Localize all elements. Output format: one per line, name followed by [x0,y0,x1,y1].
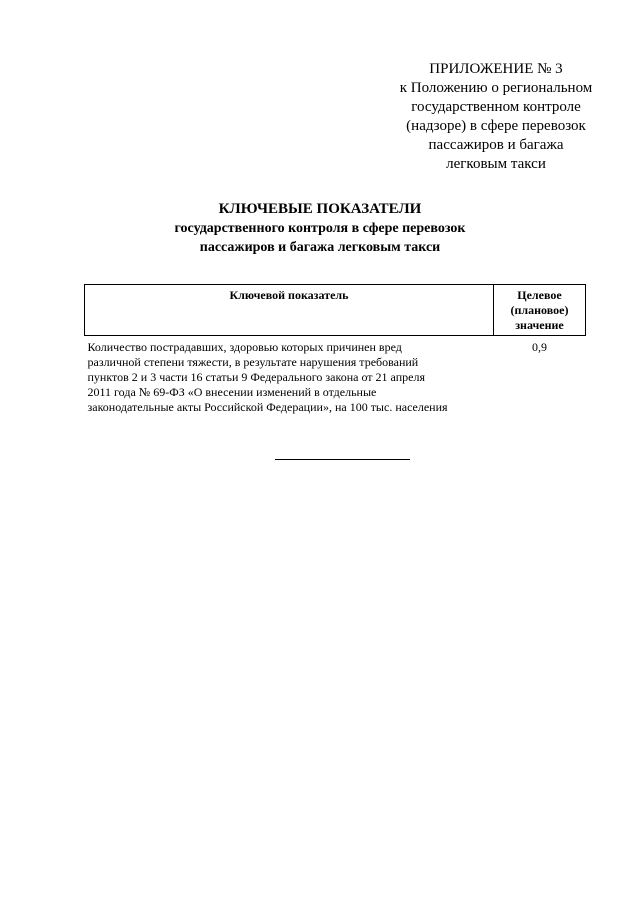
header-indicator: Ключевой показатель [85,285,494,336]
indicator-line: законодательные акты Российской Федерации», на 100 тыс. населения [87,400,448,414]
indicator-line: 2011 года № 69-ФЗ «О внесении изменений в отдельные [87,385,377,399]
appendix-line: (надзоре) в сфере перевозок [406,118,586,134]
target-value-cell: 0,9 [532,340,547,354]
header-target-line: Целевое [517,288,562,302]
appendix-line: государственном контроле [411,99,581,115]
key-indicators-table [84,284,586,415]
appendix-line: пассажиров и багажа [428,137,564,153]
header-target [494,285,586,336]
table-header-row [85,285,586,336]
title-line-3: пассажиров и багажа легковым такси [199,240,441,255]
header-target-line: (плановое) [510,303,569,317]
title-line-2: государственного контроля в сфере перевозок [174,221,466,236]
appendix-block [385,60,607,174]
appendix-heading: ПРИЛОЖЕНИЕ № 3 [429,61,563,77]
table-row [85,336,586,416]
appendix-line: легковым такси [446,156,546,172]
indicator-cell [85,336,494,416]
indicator-line: пунктов 2 и 3 части 16 статьи 9 Федерального закона от 21 апреля [87,370,425,384]
indicator-line: Количество пострадавших, здоровью которых причинен вред [87,340,402,354]
indicator-line: различной степени тяжести, в результате нарушения требований [87,355,419,369]
document-title [0,200,640,257]
closing-rule [275,459,410,460]
appendix-line: к Положению о региональном [399,80,593,96]
title-line-1: КЛЮЧЕВЫЕ ПОКАЗАТЕЛИ [218,201,422,217]
header-target-line: значение [515,318,564,332]
